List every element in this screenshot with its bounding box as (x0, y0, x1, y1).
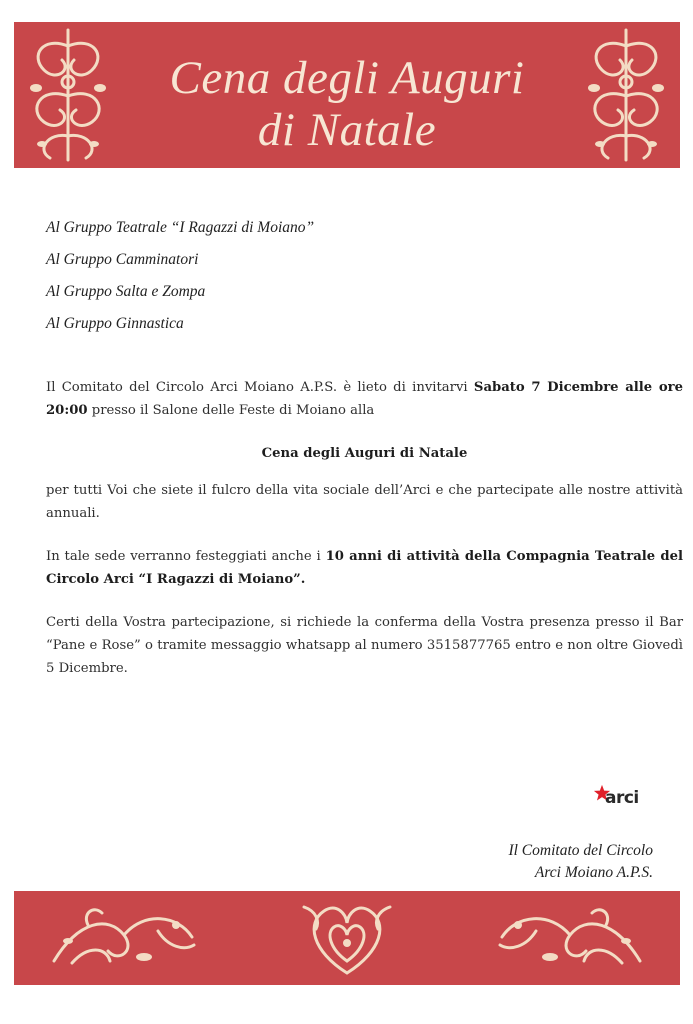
invitation-body (46, 376, 683, 680)
audience-paragraph: per tutti Voi che siete il fulcro della vita sociale dell’Arci e che partecipate alle nostre attività annuali. (46, 483, 683, 521)
invitation-paragraph (46, 376, 683, 422)
recipient-item: Al Gruppo Salta e Zompa (46, 283, 206, 300)
footer-banner (14, 891, 680, 985)
title-line-1: Cena degli Auguri (169, 52, 525, 104)
floral-heart-center-icon (302, 897, 392, 979)
page-title (124, 52, 570, 156)
logo-text: arci (605, 788, 639, 808)
header-banner (14, 22, 680, 168)
event-date: Sabato 7 Dicembre alle ore 20:00 (46, 380, 684, 418)
floral-scroll-right-icon (496, 901, 646, 975)
anniversary-highlight: 10 anni di attività della Compagnia Teatrale del Circolo Arci “I Ragazzi di Moiano”. (46, 549, 684, 587)
signature-line-1: Il Comitato del Circolo (508, 842, 653, 859)
floral-scroll-left-icon (48, 901, 198, 975)
arci-logo (593, 782, 643, 818)
rsvp-paragraph: Certi della Vostra partecipazione, si richiede la conferma della Vostra presenza presso il Bar “Pane e Rose” o tramite messaggio whatsapp al numero 3515877765 entro e non oltre Giovedì 5 Dicembre. (46, 615, 683, 676)
floral-ornament-right-icon (580, 26, 672, 164)
paragraph-text: Il Comitato del Circolo Arci Moiano A.P.S. è lieto di invitarvi (46, 380, 474, 395)
paragraph-text: In tale sede verranno festeggiati anche i (46, 549, 326, 564)
paragraph-text: presso il Salone delle Feste di Moiano alla (87, 403, 375, 418)
recipient-item: Al Gruppo Camminatori (46, 251, 199, 268)
signature-line-2: Arci Moiano A.P.S. (534, 864, 653, 881)
anniversary-paragraph (46, 545, 683, 591)
signature (508, 840, 653, 884)
event-title: Cena degli Auguri di Natale (261, 446, 468, 461)
floral-ornament-left-icon (22, 26, 114, 164)
recipients-list (46, 212, 314, 340)
recipient-item: Al Gruppo Ginnastica (46, 315, 184, 332)
title-line-2: di Natale (257, 104, 437, 156)
recipient-item: Al Gruppo Teatrale “I Ragazzi di Moiano” (46, 219, 315, 236)
